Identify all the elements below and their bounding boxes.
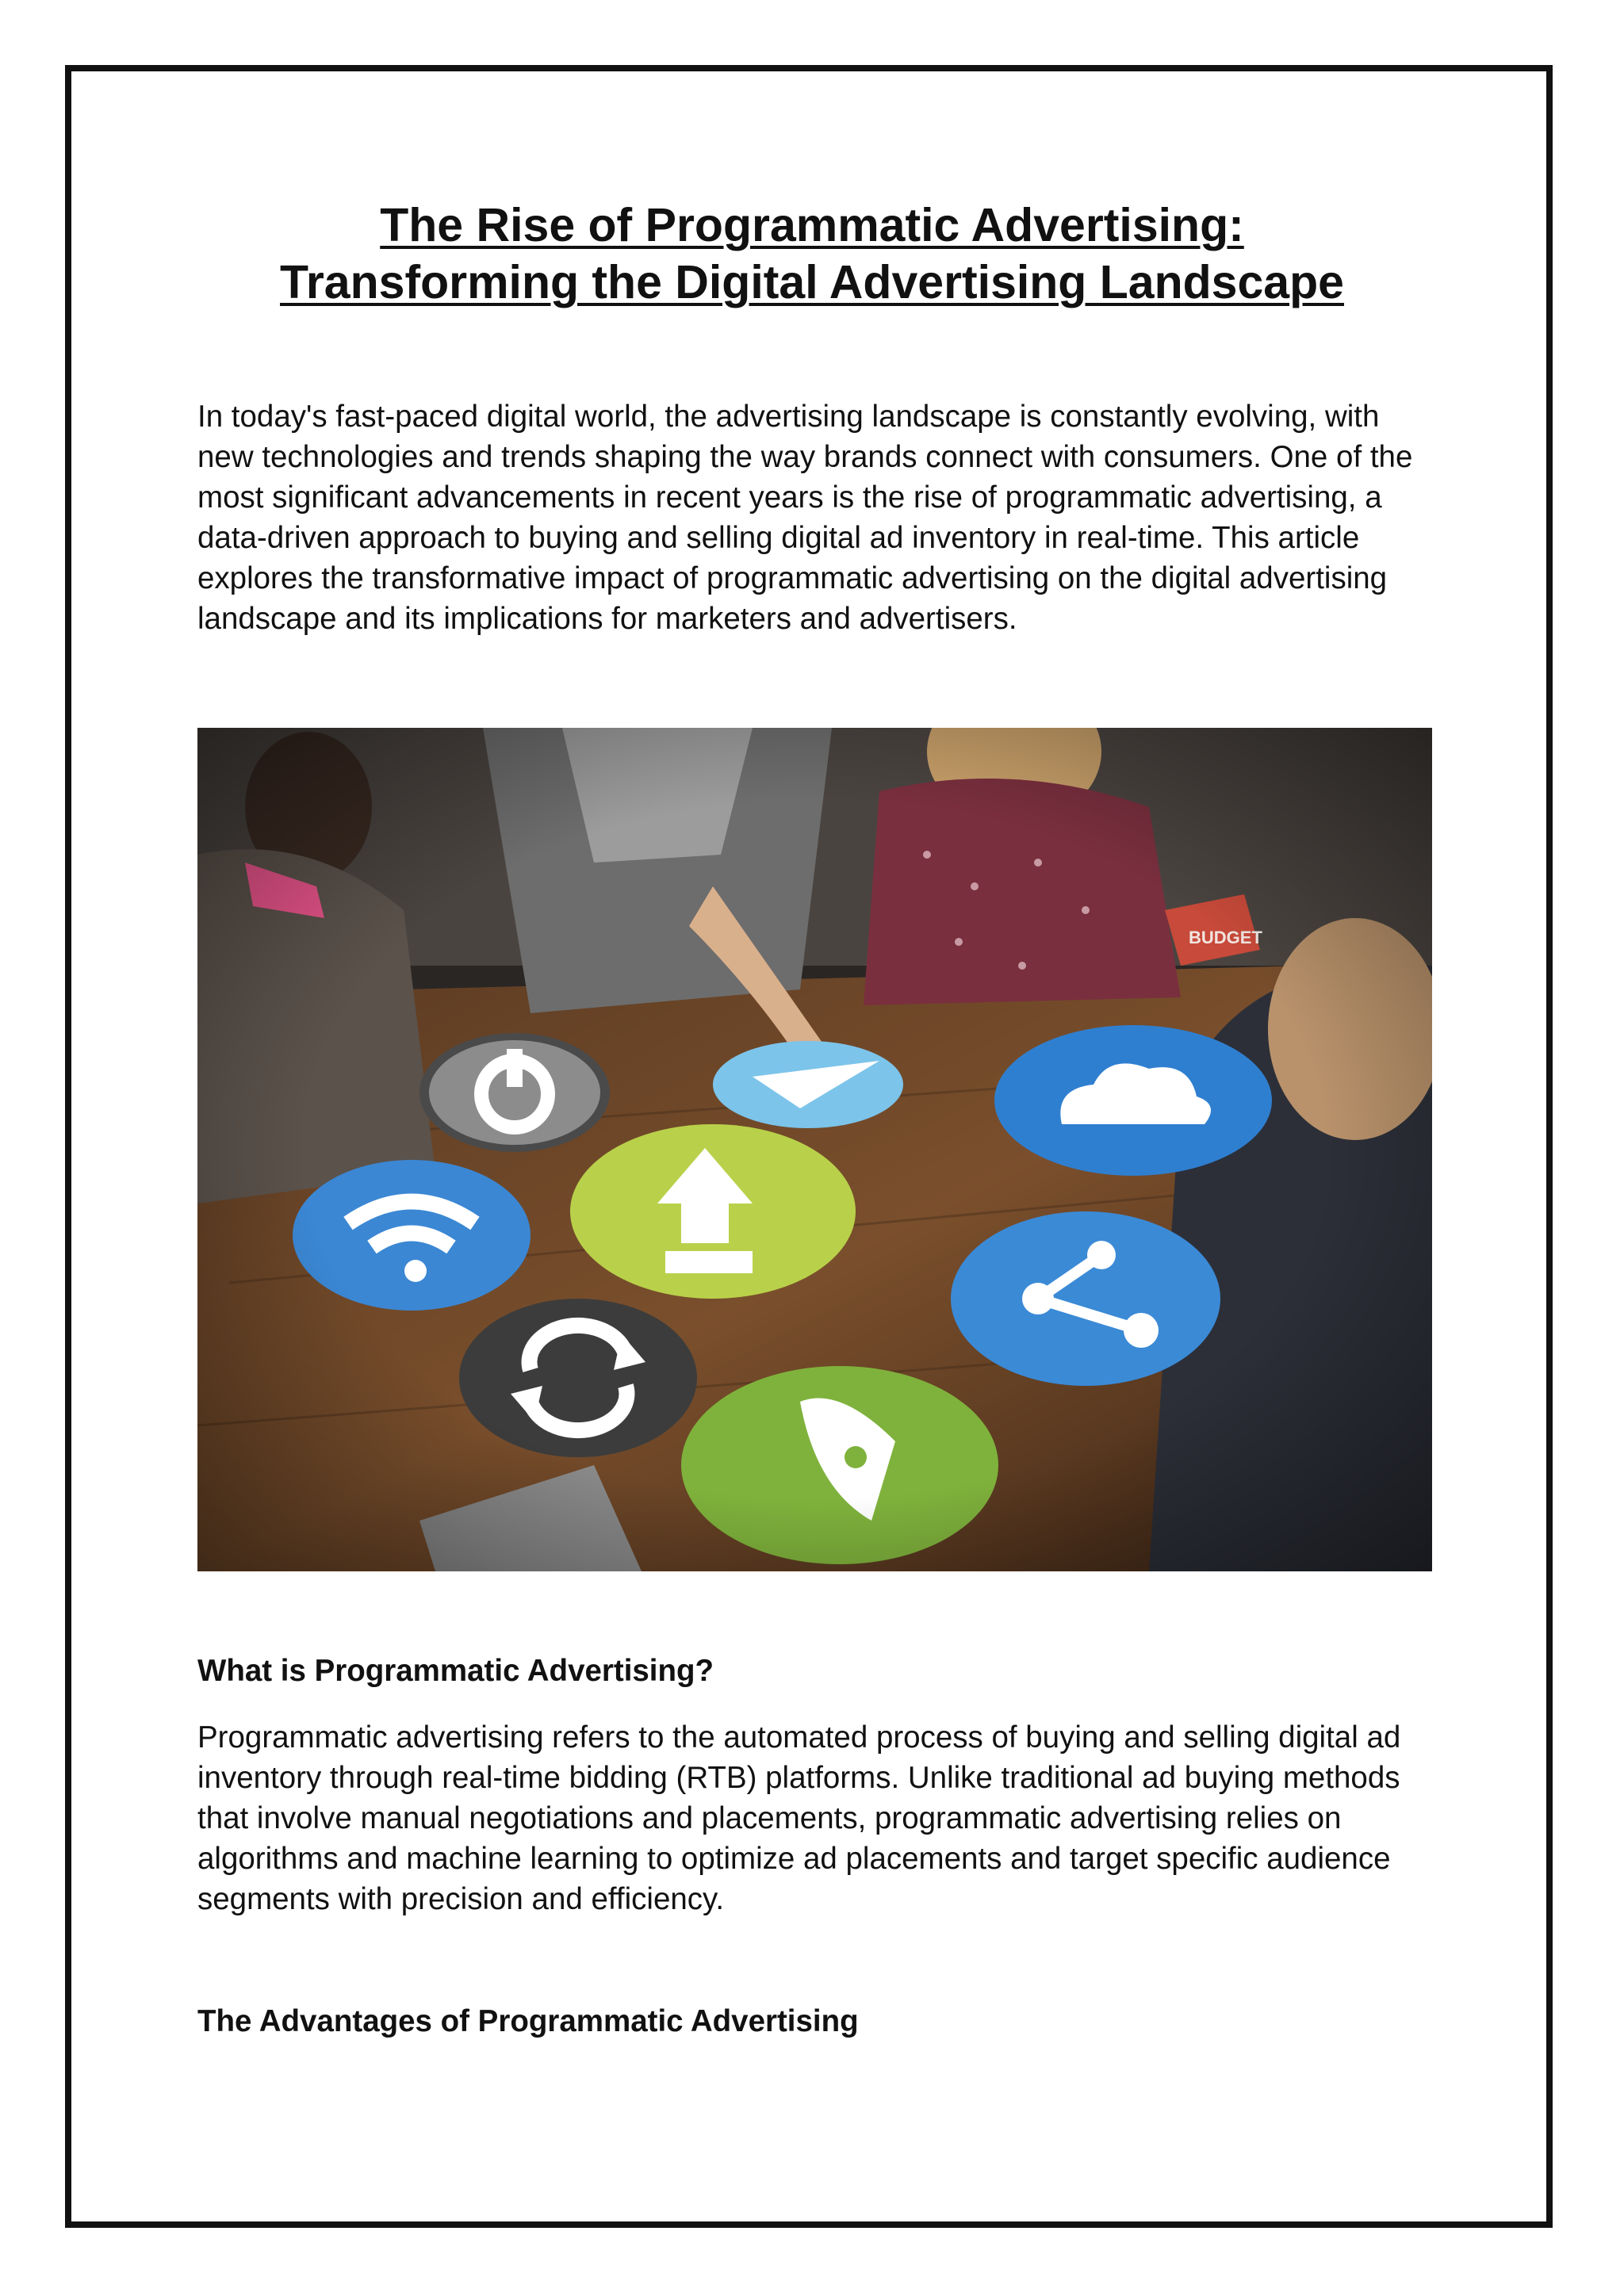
title-line-2: Transforming the Digital Advertising Landscape xyxy=(280,256,1344,308)
section-heading-advantages: The Advantages of Programmatic Advertising xyxy=(197,2004,859,2038)
title-line-1: The Rise of Programmatic Advertising: xyxy=(380,199,1244,251)
intro-paragraph: In today's fast-paced digital world, the advertising landscape is constantly evolving, with new technologies and trends shaping the way brands connect with consumers. One of the most significant advancements in recent years is the rise of programmatic advertising, a data-driven approach to buying and selling digital ad inventory in real-time. This article explores the transformative impact of programmatic advertising on the digital advertising landscape and its implications for marketers and advertisers. xyxy=(197,400,1413,636)
team-meeting-photo xyxy=(197,728,1432,1571)
article-title xyxy=(0,197,1624,311)
section-heading-what-is: What is Programmatic Advertising? xyxy=(197,1654,714,1688)
section-paragraph-what-is: Programmatic advertising refers to the automated process of buying and selling digital ad inventory through real-time bidding (RTB) platforms. Unlike traditional ad buying methods that involve manual negotiations and placements, programmatic advertising relies on algorithms and machine learning to optimize ad placements and target specific audience segments with precision and efficiency. xyxy=(197,1720,1401,1916)
